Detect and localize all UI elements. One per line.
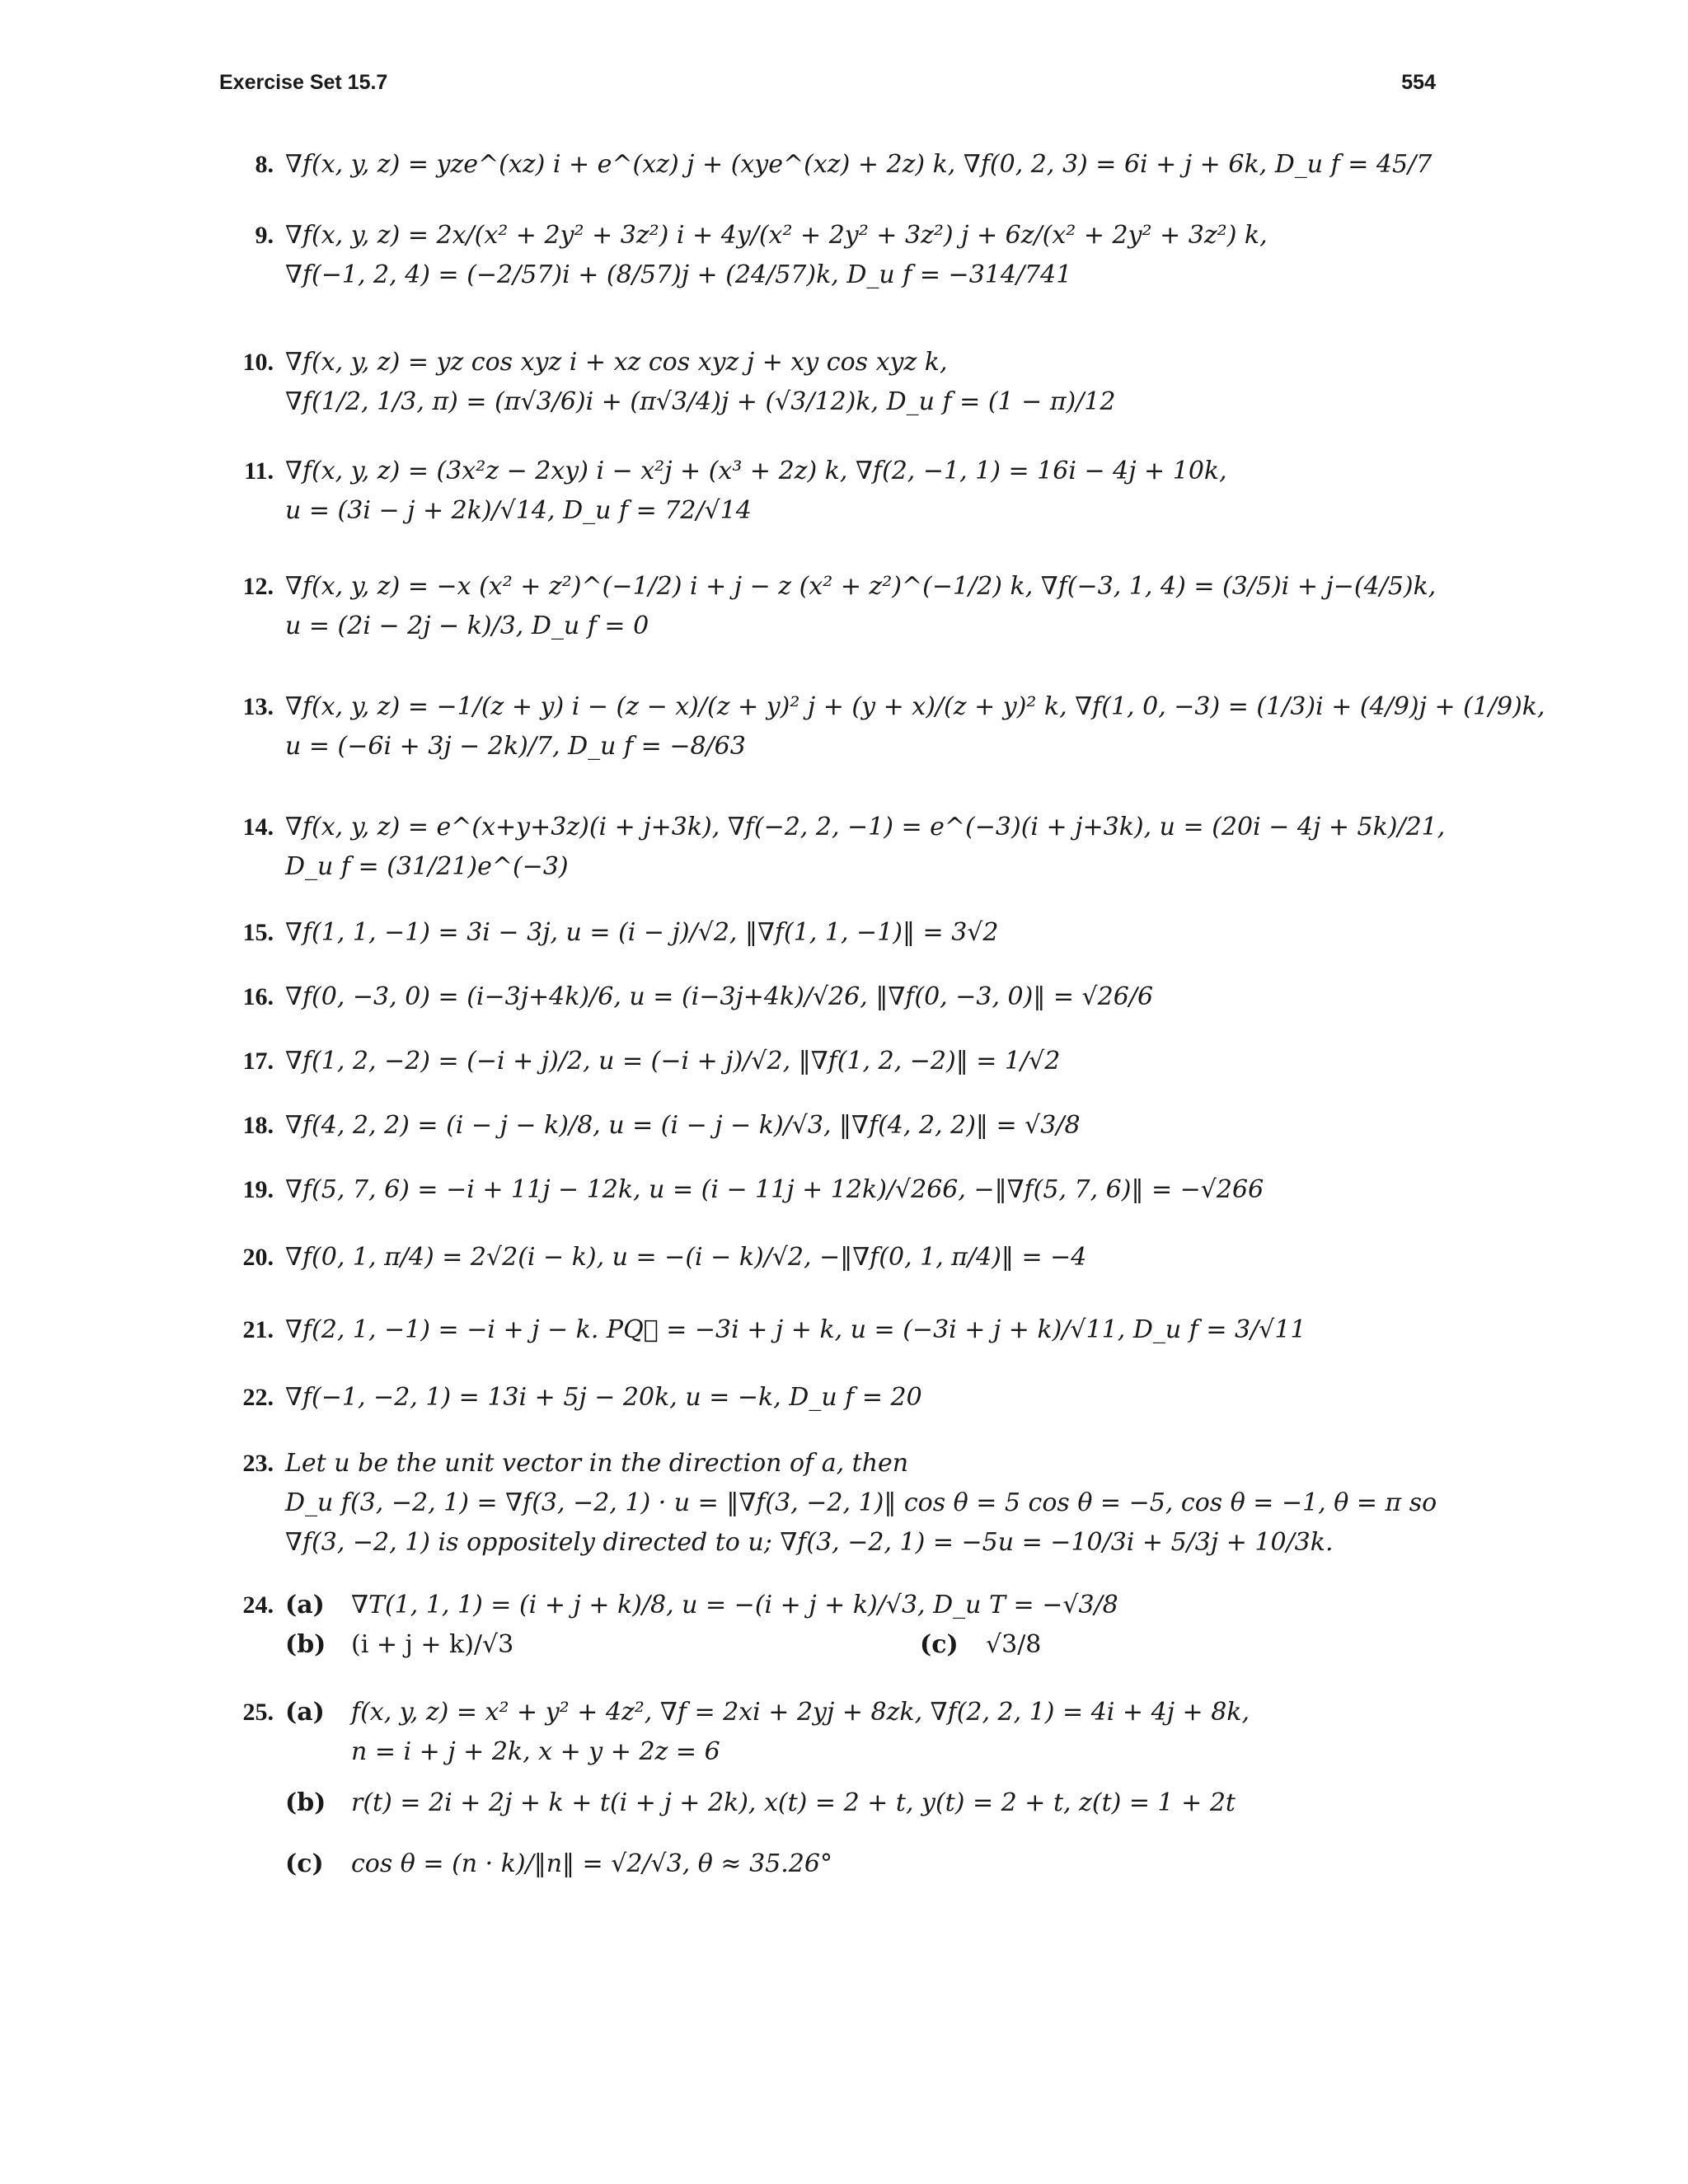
exercise-number: 16.: [242, 983, 274, 1010]
exercise-number: 13.: [242, 693, 274, 720]
exercise-22: [219, 1378, 922, 1418]
part-a: [285, 1693, 1250, 1732]
part-text: r(t) = 2i + 2j + k + t(i + j + 2k), x(t) = 2 + t, y(t) = 2 + t, z(t) = 1 + 2t: [351, 1788, 1236, 1817]
exercise-line: ∇f(x, y, z) = 2x/(x² + 2y² + 3z²) i + 4y/(x² + 2y² + 3z²) j + 6z/(x² + 2y² + 3z²) k,: [285, 221, 1268, 250]
exercise-line: ∇f(5, 7, 6) = −i + 11j − 12k, u = (i − 11j + 12k)/√266, −‖∇f(5, 7, 6)‖ = −√266: [285, 1175, 1264, 1204]
exercise-20: [219, 1238, 1086, 1277]
exercise-16: [219, 977, 1153, 1017]
part-text: (i + j + k)/√3: [351, 1630, 514, 1659]
exercise-line: ∇f(x, y, z) = (3x²z − 2xy) i − x²j + (x³ + 2z) k, ∇f(2, −1, 1) = 16i − 4j + 10k,: [285, 457, 1227, 485]
exercise-line: u = (3i − j + 2k)/√14, D_u f = 72/√14: [285, 496, 752, 525]
exercise-13: [219, 687, 1545, 766]
exercise-11: [219, 452, 1227, 531]
part-text: f(x, y, z) = x² + y² + 4z², ∇f = 2xi + 2yj + 8zk, ∇f(2, 2, 1) = 4i + 4j + 8k,: [351, 1698, 1250, 1727]
exercise-18: [219, 1106, 1081, 1146]
exercise-24: [219, 1586, 1118, 1665]
exercise-line: ∇f(x, y, z) = yz cos xyz i + xz cos xyz j + xy cos xyz k,: [285, 348, 948, 377]
exercise-line: ∇f(3, −2, 1) is oppositely directed to u; ∇f(3, −2, 1) = −5u = −10/3i + 5/3j + 10/3k.: [285, 1528, 1334, 1557]
part-text: ∇T(1, 1, 1) = (i + j + k)/8, u = −(i + j + k)/√3, D_u T = −√3/8: [351, 1591, 1118, 1619]
exercise-line: D_u f(3, −2, 1) = ∇f(3, −2, 1) · u = ‖∇f(3, −2, 1)‖ cos θ = 5 cos θ = −5, cos θ = −1, θ = π so: [285, 1488, 1437, 1517]
exercise-number: 11.: [244, 457, 274, 485]
exercise-12: [219, 567, 1436, 646]
part-text: cos θ = (n · k)/‖n‖ = √2/√3, θ ≈ 35.26°: [351, 1849, 832, 1878]
exercise-21: [219, 1310, 1306, 1350]
part-a: [285, 1586, 1118, 1625]
header-page-number: 554: [1401, 71, 1436, 94]
part-label: (a): [285, 1698, 325, 1727]
exercise-line: Let u be the unit vector in the direction of a, then: [285, 1449, 909, 1478]
exercise-line: ∇f(−1, 2, 4) = (−2/57)i + (8/57)j + (24/57)k, D_u f = −314/741: [285, 260, 1072, 289]
exercise-line: ∇f(1/2, 1/3, π) = (π√3/6)i + (π√3/4)j + (√3/12)k, D_u f = (1 − π)/12: [285, 387, 1116, 416]
exercise-8: [219, 145, 1432, 185]
exercise-17: [219, 1042, 1060, 1081]
exercise-number: 12.: [242, 573, 274, 600]
part-label: (b): [285, 1630, 326, 1659]
exercise-line: ∇f(0, −3, 0) = (i−3j+4k)/6, u = (i−3j+4k)/√26, ‖∇f(0, −3, 0)‖ = √26/6: [285, 982, 1154, 1011]
part-text: √3/8: [986, 1630, 1042, 1659]
exercise-23: [219, 1444, 1437, 1563]
exercise-line: ∇f(1, 2, −2) = (−i + j)/2, u = (−i + j)/√2, ‖∇f(1, 2, −2)‖ = 1/√2: [285, 1047, 1061, 1076]
exercise-number: 15.: [242, 919, 274, 946]
exercise-number: 25.: [242, 1699, 274, 1726]
exercise-number: 21.: [242, 1316, 274, 1343]
exercise-line: ∇f(−1, −2, 1) = 13i + 5j − 20k, u = −k, D_u f = 20: [285, 1383, 922, 1412]
exercise-15: [219, 913, 999, 953]
part-a-continued: n = i + j + 2k, x + y + 2z = 6: [351, 1737, 720, 1766]
exercise-number: 17.: [242, 1047, 274, 1075]
exercise-line: ∇f(4, 2, 2) = (i − j − k)/8, u = (i − j − k)/√3, ‖∇f(4, 2, 2)‖ = √3/8: [285, 1111, 1081, 1140]
exercise-line: D_u f = (31/21)e^(−3): [285, 852, 569, 881]
exercise-line: ∇f(x, y, z) = −1/(z + y) i − (z − x)/(z + y)² j + (y + x)/(z + y)² k, ∇f(1, 0, −3) = (1/3)i + (4/9)j + (1/9)k,: [285, 692, 1545, 721]
exercise-number: 23.: [242, 1450, 274, 1477]
exercise-line: u = (2i − 2j − k)/3, D_u f = 0: [285, 612, 649, 640]
exercise-line: ∇f(0, 1, π/4) = 2√2(i − k), u = −(i − k)/√2, −‖∇f(0, 1, π/4)‖ = −4: [285, 1243, 1087, 1272]
part-label: (c): [920, 1630, 959, 1659]
exercise-number: 14.: [242, 813, 274, 841]
exercise-line: ∇f(1, 1, −1) = 3i − 3j, u = (i − j)/√2, ‖∇f(1, 1, −1)‖ = 3√2: [285, 918, 999, 947]
exercise-25: [219, 1693, 1250, 1884]
part-c: [285, 1844, 1250, 1884]
part-label: (c): [285, 1849, 324, 1878]
exercise-number: 10.: [242, 349, 274, 376]
exercise-line: ∇f(x, y, z) = −x (x² + z²)^(−1/2) i + j − z (x² + z²)^(−1/2) k, ∇f(−3, 1, 4) = (3/5)i + j−(4/5)k,: [285, 572, 1437, 601]
exercise-line: u = (−6i + 3j − 2k)/7, D_u f = −8/63: [285, 732, 746, 761]
part-label: (a): [285, 1591, 325, 1619]
exercise-number: 24.: [242, 1591, 274, 1619]
exercise-9: [219, 216, 1268, 295]
exercise-line: ∇f(2, 1, −1) = −i + j − k. PQ⃗ = −3i + j + k, u = (−3i + j + k)/√11, D_u f = 3/√11: [285, 1315, 1306, 1344]
part-label: (b): [285, 1788, 326, 1817]
exercise-number: 8.: [255, 151, 274, 178]
part-b: [285, 1783, 1250, 1823]
header-section-title: Exercise Set 15.7: [219, 71, 388, 94]
exercise-14: [219, 808, 1445, 887]
exercise-number: 22.: [242, 1384, 274, 1411]
parts-b-c: [285, 1625, 1118, 1665]
exercise-line: ∇f(x, y, z) = yze^(xz) i + e^(xz) j + (xye^(xz) + 2z) k, ∇f(0, 2, 3) = 6i + j + 6k, D_u f = 45/7: [285, 150, 1432, 179]
exercise-19: [219, 1170, 1264, 1210]
exercise-line: ∇f(x, y, z) = e^(x+y+3z)(i + j+3k), ∇f(−2, 2, −1) = e^(−3)(i + j+3k), u = (20i − 4j + 5k)/21,: [285, 813, 1446, 841]
exercise-number: 20.: [242, 1244, 274, 1271]
exercise-number: 19.: [242, 1176, 274, 1203]
exercise-number: 18.: [242, 1112, 274, 1139]
exercise-10: [219, 343, 1116, 422]
exercise-number: 9.: [255, 222, 274, 249]
